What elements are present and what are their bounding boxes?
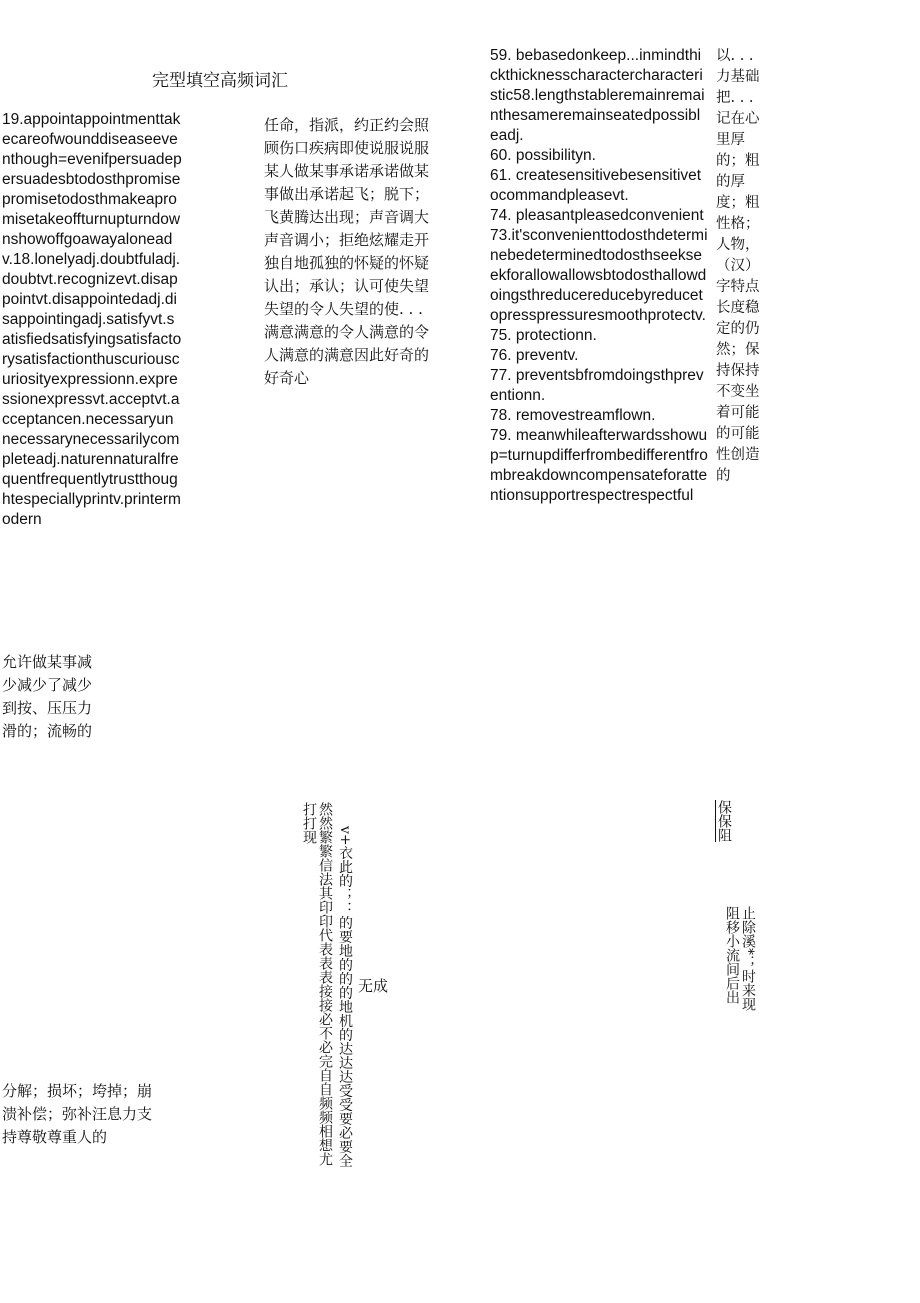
none-label: 无成 — [358, 977, 389, 995]
chinese-fragment-left-middle: 允许做某事减少减少了减少到按、压压力滑的；流畅的 — [2, 653, 93, 740]
chinese-fragment-left-bottom: 分解；损坏；垮掉；崩溃补偿；弥补汪息力支持尊敬尊重人的 — [2, 1082, 153, 1146]
page-title: 完型填空高频词汇 — [152, 71, 288, 91]
underlined-rotated-text: 保保阻 — [716, 800, 732, 842]
rotated-text-column-b: v+衣此的；：的要地的的的地机的达达达受受要必要全 — [337, 826, 353, 1168]
english-words-column-1: 19.appointappointmenttakecareofwounddiseaseeventhough=evenifpersuadepersuadesbtodosthpromisepromisetodosthmakeapromisetakeoffturnupturndownshowoffgoawayaloneadv.18.lonelyadj.doubtfuladj.doubtvt.recognizevt.disappointvt.disappointedadj.disappointingadj.satisfyvt.satisfiedsatisfyingsatisfactorysatisfactionthuscuriouscuriosityexpressionn.expressionexpressvt.acceptvt.acceptancen.necessaryunnecessarynecessarilycompleteadj.naturennaturalfrequentfrequentlytrustthoughtespeciallyprintv.printermodern — [2, 111, 182, 528]
rotated-text-column-a: 然然繁繁信法其印印代表表表接接必不必完自自频频相想尤 打打现 — [301, 802, 333, 1166]
chinese-meanings-column-2: 以. . . 力基础把. . . 记在心里厚的；粗的厚度；粗性格；人物，（汉）字特点长度稳定的仍然；保持保持不变坐着可能的可能性创造的 — [716, 48, 760, 484]
chinese-meanings-column-1: 任命，指派，约正约会照顾伤口疾病即使说服说服某人做某事承诺承诺做某事做出承诺起飞；脱下；飞黄腾达出现；声音调大声音调小；拒绝炫耀走开独自地孤独的怀疑的怀疑认出；承认；认可使失望失望的令人失望的使. . . 满意满意的令人满意的令人满意的满意因此好奇的好奇心 — [264, 116, 430, 387]
rotated-text-column-c: 止除溪*；时来现 阻移小流间后出 — [724, 906, 756, 1011]
english-words-column-2: 59. bebasedonkeep...inmindthickthicknesscharactercharacteristic58.lengthstableremainremainthesameremainseatedpossibleadj. 60. possibilityn. 61. createsensitivebesensitivetocommandpleasevt. 74. pleasantpleasedconvenient73.it'sconvenienttodosthdeterminebedeterminedtodosthseekseekforallowallowsbtodosthallowdoingsthreducereducebyreducetopresspressuresmoothprotectv. 75. protectionn. 76. preventv. 77. preventsbfromdoingsthpreventionn. 78. removestreamflown. 79. meanwhileafterwardsshowup=turnupdifferfrombedifferentfrombreakdowncompensateforattentionsupportrespectrespectful — [490, 47, 708, 504]
